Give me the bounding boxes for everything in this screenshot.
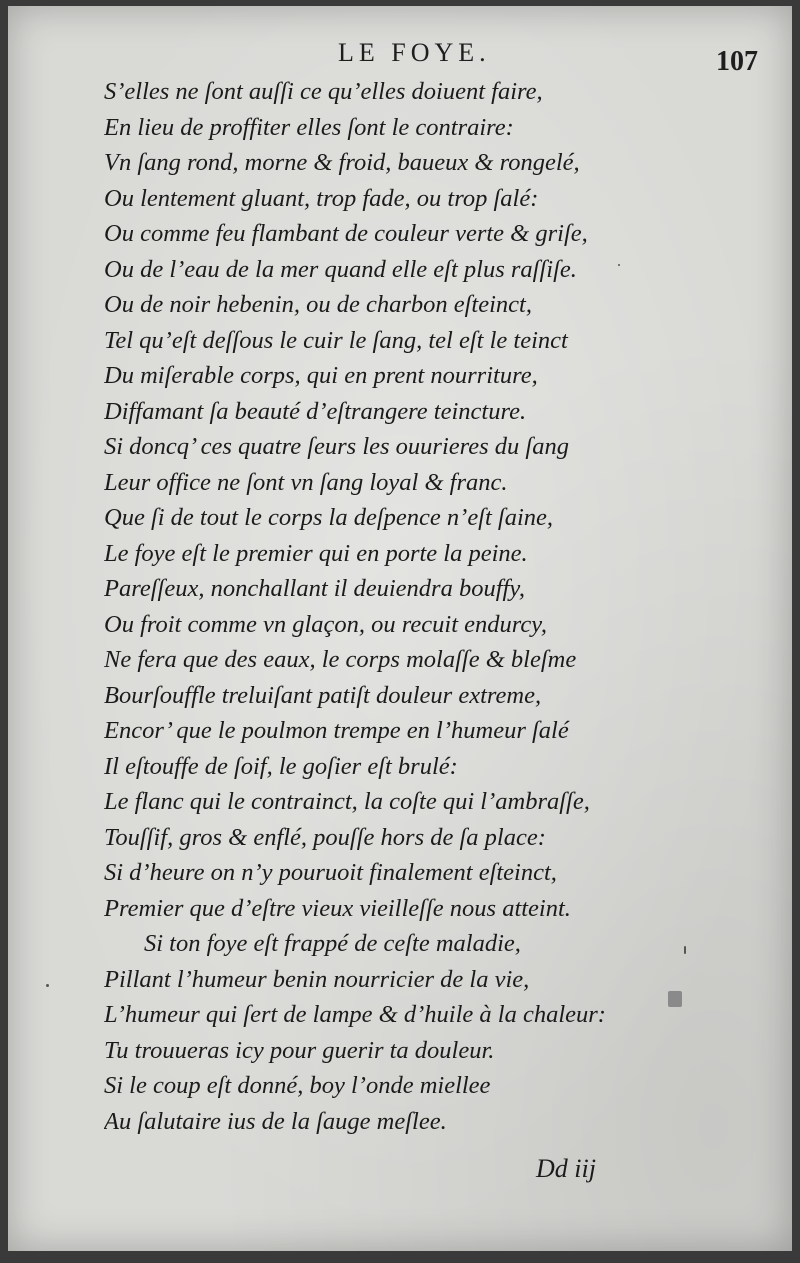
verse-line: Bourſouffle treluiſant patiſt douleur extreme, [104,681,542,709]
verse-line: Il eſtouffe de ſoif, le goſier eſt brulé: [104,752,458,780]
ink-speck [684,946,686,954]
verse-line-indented: Si ton foye eſt frappé de ceſte maladie, [144,930,521,957]
verse-line: Au ſalutaire ius de la ſauge meſlee. [104,1107,447,1135]
verse-line: Ou lentement gluant, trop fade, ou trop ſalé: [104,184,539,212]
verse-line: En lieu de proffiter elles ſont le contraire: [104,113,514,141]
verse-line: Pillant l’humeur benin nourricier de la vie, [104,965,530,993]
signature-mark: Dd iij [536,1154,596,1183]
verse-line: Ou de l’eau de la mer quand elle eſt plus raſſiſe. [104,255,577,283]
book-page [8,6,792,1251]
verse-line: Le foye eſt le premier qui en porte la peine. [104,539,528,567]
poem-verse-block [104,74,754,1139]
verse-line: Tel qu’eſt deſſous le cuir le ſang, tel eſt le teinct [104,326,568,354]
verse-line: Si doncq’ ces quatre ſeurs les ouurieres du ſang [104,433,569,460]
verse-line: Pareſſeux, nonchallant il deuiendra bouffy, [104,575,525,602]
verse-line: Si le coup eſt donné, boy l’onde miellee [104,1072,491,1099]
verse-line: Tu trouueras icy pour guerir ta douleur. [104,1036,495,1064]
verse-line: Touſſif, gros & enflé, pouſſe hors de ſa place: [104,823,546,851]
verse-line: Vn ſang rond, morne & froid, baueux & rongelé, [104,149,580,176]
verse-line: Encor’ que le poulmon trempe en l’humeur ſalé [104,717,569,744]
verse-line: Ne fera que des eaux, le corps molaſſe & bleſme [104,646,577,673]
verse-line: Ou comme feu flambant de couleur verte & griſe, [104,220,588,247]
ink-speck [618,264,620,266]
verse-line: Ou de noir hebenin, ou de charbon eſteinct, [104,291,532,318]
verse-line: Que ſi de tout le corps la deſpence n’eſt ſaine, [104,504,554,531]
verse-line: Diffamant ſa beauté d’eſtrangere teincture. [104,397,527,425]
verse-line: Si d’heure on n’y pouruoit finalement eſteinct, [104,859,557,886]
verse-line: Leur office ne ſont vn ſang loyal & franc. [104,468,508,496]
verse-line: Ou froit comme vn glaçon, ou recuit endurcy, [104,610,547,638]
ink-speck [668,991,682,1007]
verse-line: S’elles ne ſont auſſi ce qu’elles doiuent faire, [104,78,543,105]
verse-line: Le flanc qui le contrainct, la coſte qui l’ambraſſe, [104,788,590,815]
verse-line: L’humeur qui ſert de lampe & d’huile à la chaleur: [104,1001,606,1028]
verse-line: Du miſerable corps, qui en prent nourriture, [104,362,538,389]
verse-line: Premier que d’eſtre vieux vieilleſſe nous atteint. [104,894,571,922]
page-number: 107 [716,46,758,77]
ink-speck [46,984,49,987]
running-head: LE FOYE. [338,38,491,67]
